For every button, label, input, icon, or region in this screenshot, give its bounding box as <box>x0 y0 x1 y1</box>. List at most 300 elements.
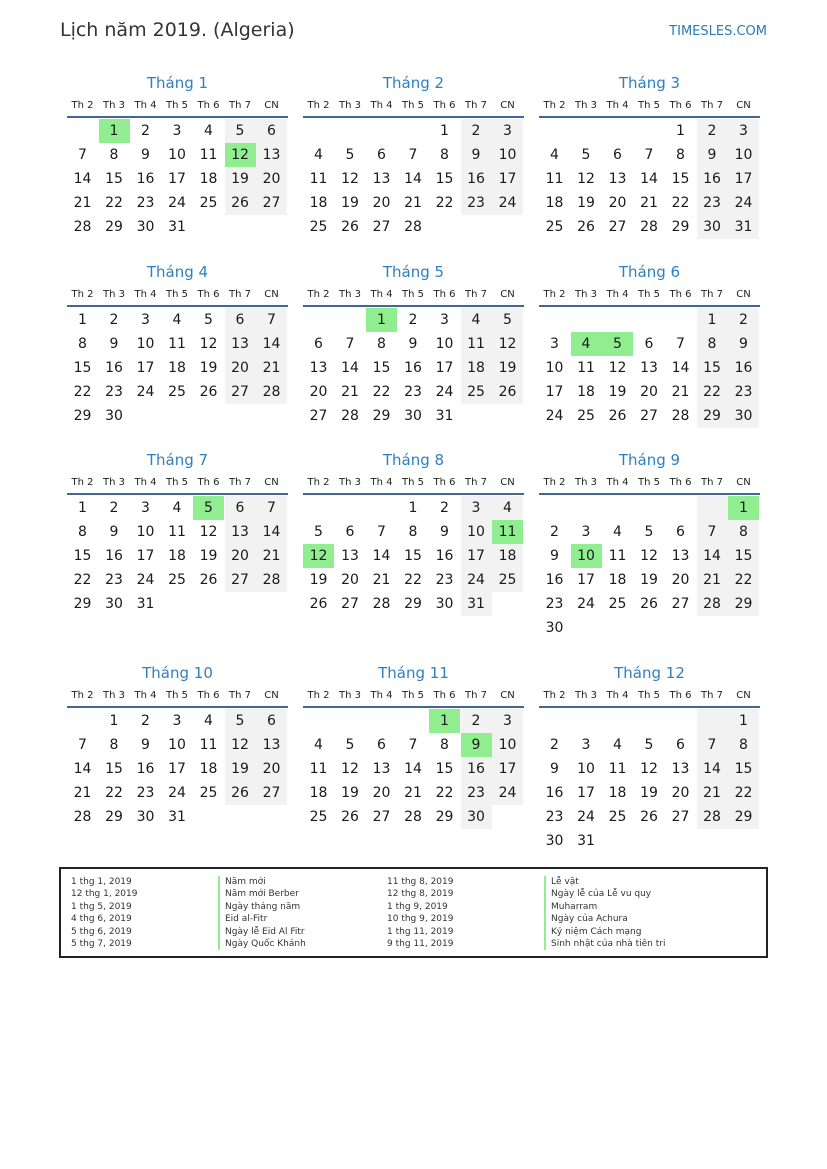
month-name: Tháng 6 <box>618 263 681 281</box>
day-cell: 23 <box>136 785 155 801</box>
weekday-label: Th 7 <box>701 690 723 701</box>
day-cell: 6 <box>676 524 685 540</box>
weekday-label: Th 6 <box>433 100 456 111</box>
day-cell: 3 <box>581 524 591 540</box>
day-cell: 5 <box>225 119 256 143</box>
day-cell: 29 <box>105 809 123 825</box>
day-cell: 7 <box>256 496 287 520</box>
site-link[interactable]: TIMESLES.COM <box>669 24 767 39</box>
holiday-day-cell: 5 <box>193 496 224 520</box>
day-cell: 9 <box>408 336 418 352</box>
weekday-label: Th 2 <box>307 289 330 300</box>
day-cell: 4 <box>314 147 323 163</box>
legend-names-left <box>218 876 306 950</box>
day-cell: 8 <box>440 147 449 163</box>
legend-date: 11 thg 8, 2019 <box>387 877 454 887</box>
day-cell: 30 <box>697 215 728 239</box>
day-cell: 7 <box>256 308 287 332</box>
day-cell: 11 <box>545 171 564 187</box>
day-cell: 2 <box>141 123 150 139</box>
day-cell: 21 <box>256 356 287 380</box>
weekend-shade <box>697 709 728 733</box>
day-cell: 28 <box>256 380 287 404</box>
day-cell: 27 <box>640 408 658 424</box>
day-cell: 16 <box>461 757 492 781</box>
weekday-label: Th 3 <box>103 100 125 111</box>
day-cell: 3 <box>172 123 182 139</box>
day-cell: 4 <box>172 500 182 516</box>
day-cell: 21 <box>640 195 658 211</box>
day-cell: 23 <box>545 596 564 612</box>
day-cell: 9 <box>461 143 492 167</box>
weekday-header <box>67 476 288 490</box>
day-cell: 25 <box>577 408 595 424</box>
day-cell: 28 <box>372 596 391 612</box>
day-cell: 23 <box>435 572 454 588</box>
weekday-label: CN <box>500 477 515 488</box>
day-cell: 8 <box>697 332 728 356</box>
legend-holiday-name: Lễ vật <box>544 876 665 888</box>
day-cell: 5 <box>345 737 355 753</box>
day-cell: 17 <box>136 360 155 376</box>
day-cell: 9 <box>141 147 150 163</box>
day-cell: 14 <box>73 171 92 187</box>
day-cell: 20 <box>372 785 391 801</box>
weekday-label: Th 3 <box>339 477 361 488</box>
day-cell: 15 <box>728 544 759 568</box>
day-cell: 5 <box>492 308 523 332</box>
weekday-label: Th 5 <box>638 690 660 701</box>
day-cell: 27 <box>671 596 690 612</box>
day-cell: 25 <box>545 219 564 235</box>
weekday-label: Th 5 <box>166 690 188 701</box>
weekday-header <box>67 288 288 302</box>
day-cell: 5 <box>644 737 654 753</box>
day-cell: 2 <box>109 312 119 328</box>
day-cell: 10 <box>136 336 155 352</box>
day-cell: 23 <box>461 191 492 215</box>
month-divider <box>539 493 760 495</box>
weekday-label: Th 2 <box>307 477 330 488</box>
day-cell: 2 <box>461 119 492 143</box>
month-divider <box>67 493 288 495</box>
weekday-label: Th 6 <box>669 289 692 300</box>
legend-date: 9 thg 11, 2019 <box>387 938 454 949</box>
month-divider <box>303 706 524 708</box>
holiday-day-cell: 1 <box>429 709 460 733</box>
holiday-legend <box>59 867 768 958</box>
weekday-label: Th 7 <box>701 100 723 111</box>
day-cell: 30 <box>136 219 155 235</box>
day-cell: 20 <box>309 384 328 400</box>
weekday-label: Th 6 <box>433 690 456 701</box>
weekday-label: Th 5 <box>166 289 188 300</box>
weekday-label: Th 6 <box>669 100 692 111</box>
day-cell: 26 <box>640 596 658 612</box>
day-cell: 26 <box>640 809 658 825</box>
day-cell: 12 <box>608 360 627 376</box>
day-cell: 6 <box>256 709 287 733</box>
day-cell: 24 <box>577 596 595 612</box>
month-divider <box>539 305 760 307</box>
weekday-label: CN <box>500 690 515 701</box>
month-name: Tháng 3 <box>618 74 681 92</box>
weekday-label: Th 5 <box>402 100 424 111</box>
weekday-label: Th 2 <box>307 690 330 701</box>
day-cell: 2 <box>550 737 559 753</box>
weekday-header <box>539 689 760 703</box>
day-cell: 7 <box>676 336 685 352</box>
month-divider <box>303 493 524 495</box>
day-cell: 26 <box>577 219 595 235</box>
day-cell: 29 <box>404 596 422 612</box>
weekday-label: Th 2 <box>71 690 94 701</box>
day-cell: 20 <box>608 195 627 211</box>
month-name: Tháng 11 <box>378 664 449 682</box>
day-cell: 28 <box>73 809 92 825</box>
day-cell: 29 <box>435 809 454 825</box>
day-cell: 3 <box>440 312 449 328</box>
day-cell: 6 <box>377 147 386 163</box>
weekday-label: Th 5 <box>402 690 424 701</box>
month-divider <box>67 305 288 307</box>
day-cell: 2 <box>408 312 418 328</box>
day-cell: 19 <box>199 548 218 564</box>
day-cell: 14 <box>256 332 287 356</box>
legend-date: 12 thg 8, 2019 <box>387 889 454 900</box>
weekday-label: Th 3 <box>103 477 125 488</box>
day-cell: 15 <box>435 761 454 777</box>
weekday-header <box>539 288 760 302</box>
weekday-label: Th 7 <box>229 690 251 701</box>
day-cell: 2 <box>109 500 119 516</box>
holiday-day-cell: 9 <box>461 733 492 757</box>
day-cell: 29 <box>728 805 759 829</box>
day-cell: 26 <box>225 781 256 805</box>
day-cell: 9 <box>550 761 559 777</box>
day-cell: 11 <box>309 171 328 187</box>
day-cell: 15 <box>404 548 422 564</box>
day-cell: 4 <box>613 524 622 540</box>
day-cell: 8 <box>676 147 685 163</box>
day-cell: 17 <box>577 785 595 801</box>
day-cell: 17 <box>435 360 454 376</box>
day-cell: 27 <box>372 809 391 825</box>
day-cell: 14 <box>341 360 359 376</box>
day-cell: 2 <box>440 500 449 516</box>
weekday-label: Th 3 <box>339 690 361 701</box>
day-cell: 17 <box>492 167 523 191</box>
day-cell: 3 <box>141 500 150 516</box>
day-cell: 3 <box>492 709 523 733</box>
holiday-day-cell: 10 <box>571 544 602 568</box>
weekday-header <box>303 689 524 703</box>
day-cell: 13 <box>671 761 690 777</box>
day-cell: 3 <box>461 496 492 520</box>
day-cell: 30 <box>545 620 564 636</box>
day-cell: 20 <box>671 572 690 588</box>
day-cell: 23 <box>136 195 155 211</box>
legend-holiday-name: Ngày Quốc Khánh <box>218 938 306 950</box>
day-cell: 28 <box>256 568 287 592</box>
day-cell: 18 <box>545 195 564 211</box>
weekday-header <box>539 99 760 113</box>
day-cell: 28 <box>73 219 92 235</box>
legend-holiday-name: Năm mới Berber <box>218 888 306 900</box>
day-cell: 11 <box>608 548 627 564</box>
day-cell: 25 <box>309 219 328 235</box>
day-cell: 12 <box>199 336 218 352</box>
day-cell: 12 <box>199 524 218 540</box>
day-cell: 5 <box>314 524 323 540</box>
day-cell: 28 <box>404 809 422 825</box>
day-cell: 2 <box>728 308 759 332</box>
day-cell: 1 <box>440 123 449 139</box>
month-name: Tháng 7 <box>146 451 209 469</box>
day-cell: 22 <box>372 384 391 400</box>
day-cell: 20 <box>256 757 287 781</box>
day-cell: 6 <box>256 119 287 143</box>
holiday-day-cell: 4 <box>571 332 602 356</box>
weekday-label: Th 5 <box>638 289 660 300</box>
month-name: Tháng 12 <box>614 664 685 682</box>
day-cell: 17 <box>461 544 492 568</box>
day-cell: 20 <box>341 572 359 588</box>
month-divider <box>303 305 524 307</box>
weekday-label: Th 3 <box>575 690 597 701</box>
weekday-label: Th 6 <box>197 100 220 111</box>
day-cell: 25 <box>461 380 492 404</box>
day-cell: 1 <box>78 312 87 328</box>
day-cell: 14 <box>372 548 391 564</box>
legend-holiday-name: Eid al-Fitr <box>218 913 306 925</box>
day-cell: 19 <box>577 195 595 211</box>
weekday-label: CN <box>736 477 751 488</box>
weekday-label: Th 4 <box>370 690 393 701</box>
weekday-header <box>303 288 524 302</box>
day-cell: 3 <box>550 336 559 352</box>
day-cell: 19 <box>608 384 627 400</box>
day-cell: 30 <box>404 408 422 424</box>
day-cell: 25 <box>199 195 218 211</box>
weekday-label: Th 7 <box>701 477 723 488</box>
day-cell: 20 <box>671 785 690 801</box>
day-cell: 21 <box>671 384 690 400</box>
day-cell: 18 <box>461 356 492 380</box>
day-cell: 30 <box>435 596 454 612</box>
day-cell: 13 <box>225 332 256 356</box>
weekday-label: Th 2 <box>71 477 94 488</box>
day-cell: 22 <box>728 781 759 805</box>
day-cell: 15 <box>105 171 123 187</box>
day-cell: 19 <box>640 785 658 801</box>
day-cell: 12 <box>640 548 658 564</box>
day-cell: 5 <box>581 147 591 163</box>
legend-holiday-name: Ngày lễ Eid Al Fitr <box>218 926 306 938</box>
weekday-label: Th 2 <box>543 477 566 488</box>
page-title: Lịch năm 2019. (Algeria) <box>60 19 295 41</box>
holiday-day-cell: 1 <box>366 308 397 332</box>
weekday-label: Th 7 <box>465 690 487 701</box>
weekday-label: CN <box>500 289 515 300</box>
day-cell: 11 <box>199 737 218 753</box>
day-cell: 8 <box>728 733 759 757</box>
day-cell: 27 <box>225 380 256 404</box>
weekday-label: Th 3 <box>575 100 597 111</box>
day-cell: 16 <box>435 548 454 564</box>
day-cell: 13 <box>225 520 256 544</box>
day-cell: 26 <box>341 219 359 235</box>
weekday-header <box>303 99 524 113</box>
day-cell: 25 <box>608 809 627 825</box>
day-cell: 27 <box>309 408 328 424</box>
day-cell: 26 <box>309 596 328 612</box>
day-cell: 2 <box>141 713 150 729</box>
day-cell: 14 <box>73 761 92 777</box>
day-cell: 27 <box>256 781 287 805</box>
day-cell: 3 <box>172 713 182 729</box>
day-cell: 5 <box>204 312 213 328</box>
weekday-label: Th 3 <box>575 477 597 488</box>
day-cell: 19 <box>225 167 256 191</box>
day-cell: 13 <box>640 360 658 376</box>
day-cell: 8 <box>440 737 449 753</box>
day-cell: 19 <box>492 356 523 380</box>
weekday-label: Th 4 <box>370 477 393 488</box>
day-cell: 17 <box>577 572 595 588</box>
day-cell: 6 <box>644 336 654 352</box>
day-cell: 24 <box>136 384 155 400</box>
weekday-label: Th 6 <box>669 477 692 488</box>
day-cell: 18 <box>199 761 218 777</box>
day-cell: 24 <box>461 568 492 592</box>
day-cell: 10 <box>728 143 759 167</box>
day-cell: 16 <box>545 572 564 588</box>
day-cell: 23 <box>461 781 492 805</box>
weekday-label: Th 6 <box>669 690 692 701</box>
weekday-label: Th 3 <box>103 289 125 300</box>
day-cell: 18 <box>577 384 595 400</box>
day-cell: 14 <box>671 360 690 376</box>
weekday-label: Th 5 <box>402 477 424 488</box>
weekday-label: Th 4 <box>370 289 393 300</box>
day-cell: 22 <box>435 195 454 211</box>
day-cell: 20 <box>225 356 256 380</box>
month-name: Tháng 5 <box>382 263 445 281</box>
day-cell: 17 <box>136 548 155 564</box>
day-cell: 9 <box>697 143 728 167</box>
day-cell: 23 <box>404 384 422 400</box>
weekday-label: Th 3 <box>339 289 361 300</box>
legend-date: 5 thg 7, 2019 <box>71 938 132 949</box>
day-cell: 8 <box>78 336 87 352</box>
weekday-label: CN <box>264 690 279 701</box>
weekday-label: CN <box>736 100 751 111</box>
day-cell: 9 <box>728 332 759 356</box>
day-cell: 16 <box>545 785 564 801</box>
day-cell: 13 <box>341 548 359 564</box>
weekday-label: Th 5 <box>638 100 660 111</box>
day-cell: 2 <box>697 119 728 143</box>
weekday-label: Th 7 <box>465 477 487 488</box>
day-cell: 14 <box>697 544 728 568</box>
legend-holiday-name: Năm mới <box>218 876 306 888</box>
legend-names-right <box>544 876 665 950</box>
day-cell: 13 <box>256 143 287 167</box>
day-cell: 19 <box>640 572 658 588</box>
day-cell: 10 <box>435 336 454 352</box>
day-cell: 23 <box>728 380 759 404</box>
day-cell: 21 <box>697 781 728 805</box>
day-cell: 6 <box>377 737 386 753</box>
day-cell: 3 <box>492 119 523 143</box>
day-cell: 1 <box>109 713 119 729</box>
day-cell: 29 <box>728 592 759 616</box>
day-cell: 28 <box>341 408 359 424</box>
weekday-label: Th 2 <box>543 100 566 111</box>
day-cell: 24 <box>728 191 759 215</box>
day-cell: 15 <box>671 171 690 187</box>
weekday-label: Th 7 <box>465 100 487 111</box>
day-cell: 22 <box>435 785 454 801</box>
day-cell: 22 <box>105 785 123 801</box>
weekday-label: Th 7 <box>701 289 723 300</box>
day-cell: 15 <box>435 171 454 187</box>
day-cell: 16 <box>105 548 123 564</box>
day-cell: 21 <box>73 195 92 211</box>
day-cell: 6 <box>345 524 355 540</box>
day-cell: 7 <box>408 737 418 753</box>
day-cell: 24 <box>168 195 186 211</box>
day-cell: 27 <box>608 219 627 235</box>
day-cell: 8 <box>728 520 759 544</box>
weekday-label: Th 4 <box>370 100 393 111</box>
day-cell: 26 <box>492 380 523 404</box>
day-cell: 6 <box>225 308 256 332</box>
day-cell: 12 <box>225 733 256 757</box>
day-cell: 10 <box>577 761 595 777</box>
weekday-label: Th 5 <box>166 477 188 488</box>
day-cell: 29 <box>372 408 391 424</box>
day-cell: 5 <box>345 147 355 163</box>
day-cell: 9 <box>550 548 559 564</box>
day-cell: 25 <box>168 572 186 588</box>
day-cell: 30 <box>105 408 123 424</box>
day-cell: 10 <box>168 737 186 753</box>
day-cell: 23 <box>105 384 123 400</box>
day-cell: 31 <box>435 408 454 424</box>
day-cell: 24 <box>577 809 595 825</box>
day-cell: 15 <box>73 548 92 564</box>
day-cell: 21 <box>404 785 422 801</box>
weekday-label: Th 4 <box>134 100 157 111</box>
day-cell: 8 <box>408 524 418 540</box>
day-cell: 12 <box>492 332 523 356</box>
weekday-label: Th 7 <box>229 477 251 488</box>
day-cell: 18 <box>199 171 218 187</box>
weekday-label: Th 6 <box>433 289 456 300</box>
day-cell: 14 <box>640 171 658 187</box>
day-cell: 7 <box>408 147 418 163</box>
weekday-label: Th 3 <box>339 100 361 111</box>
holiday-day-cell: 12 <box>303 544 334 568</box>
day-cell: 27 <box>225 568 256 592</box>
day-cell: 17 <box>492 757 523 781</box>
day-cell: 31 <box>168 219 186 235</box>
day-cell: 29 <box>73 596 92 612</box>
day-cell: 4 <box>461 308 492 332</box>
day-cell: 27 <box>341 596 359 612</box>
